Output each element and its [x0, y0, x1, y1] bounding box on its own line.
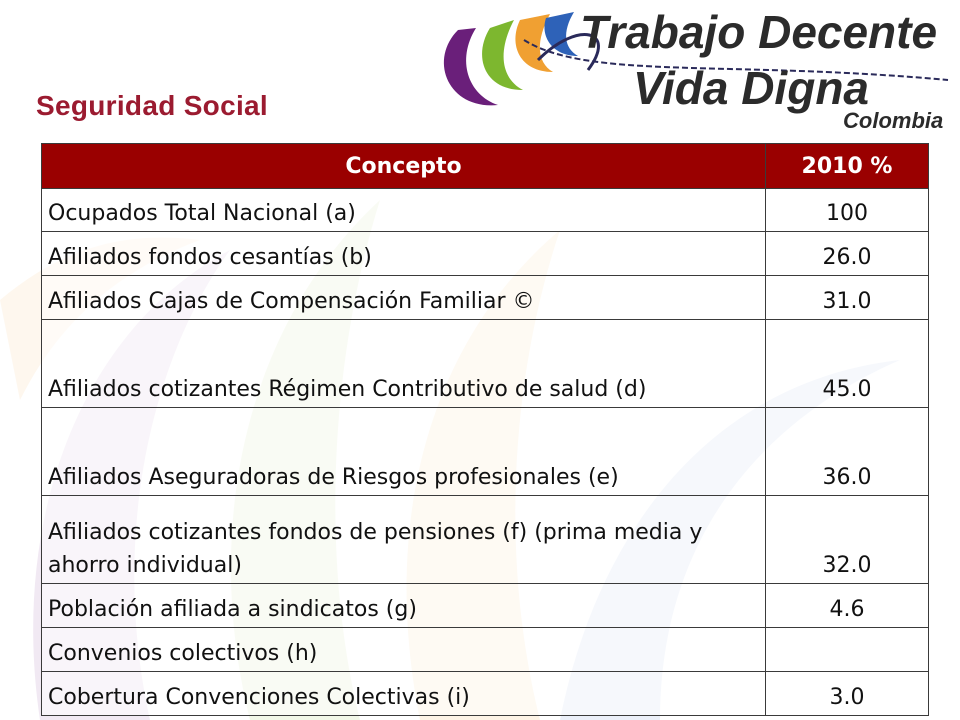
table-header-row: [42, 144, 929, 189]
table-row: [42, 408, 929, 496]
row-concept: Afiliados fondos cesantías (b): [42, 232, 766, 276]
header-2010: 2010 %: [766, 144, 929, 189]
row-value: 100: [766, 189, 929, 232]
row-concept: Afiliados cotizantes fondos de pensiones (f) (prima media y ahorro individual): [42, 496, 766, 584]
row-concept: Afiliados Cajas de Compensación Familiar ©: [42, 276, 766, 320]
row-value: 36.0: [766, 408, 929, 496]
row-value: 26.0: [766, 232, 929, 276]
table-row: [42, 189, 929, 232]
table-row: [42, 672, 929, 716]
row-value: 4.6: [766, 584, 929, 628]
table-row: [42, 276, 929, 320]
table-row: [42, 496, 929, 584]
table-row: [42, 584, 929, 628]
row-concept: Afiliados Aseguradoras de Riesgos profesionales (e): [42, 408, 766, 496]
logo-line3: Colombia: [843, 108, 944, 133]
row-value: 45.0: [766, 320, 929, 408]
row-value: 32.0: [766, 496, 929, 584]
row-concept: Afiliados cotizantes Régimen Contributivo de salud (d): [42, 320, 766, 408]
logo-line2: Vida Digna: [633, 62, 869, 114]
trabajo-decente-logo: [428, 0, 960, 135]
header-concepto: Concepto: [42, 144, 766, 189]
row-value: 31.0: [766, 276, 929, 320]
row-concept: Convenios colectivos (h): [42, 628, 766, 672]
row-concept: Población afiliada a sindicatos (g): [42, 584, 766, 628]
row-value: 3.0: [766, 672, 929, 716]
row-concept: Ocupados Total Nacional (a): [42, 189, 766, 232]
logo-line1: Trabajo Decente: [580, 6, 938, 58]
section-title: Seguridad Social: [36, 90, 268, 121]
table-row: [42, 320, 929, 408]
row-value: [766, 628, 929, 672]
social-security-table: [41, 143, 929, 716]
table-row: [42, 232, 929, 276]
table-row: [42, 628, 929, 672]
row-concept: Cobertura Convenciones Colectivas (i): [42, 672, 766, 716]
